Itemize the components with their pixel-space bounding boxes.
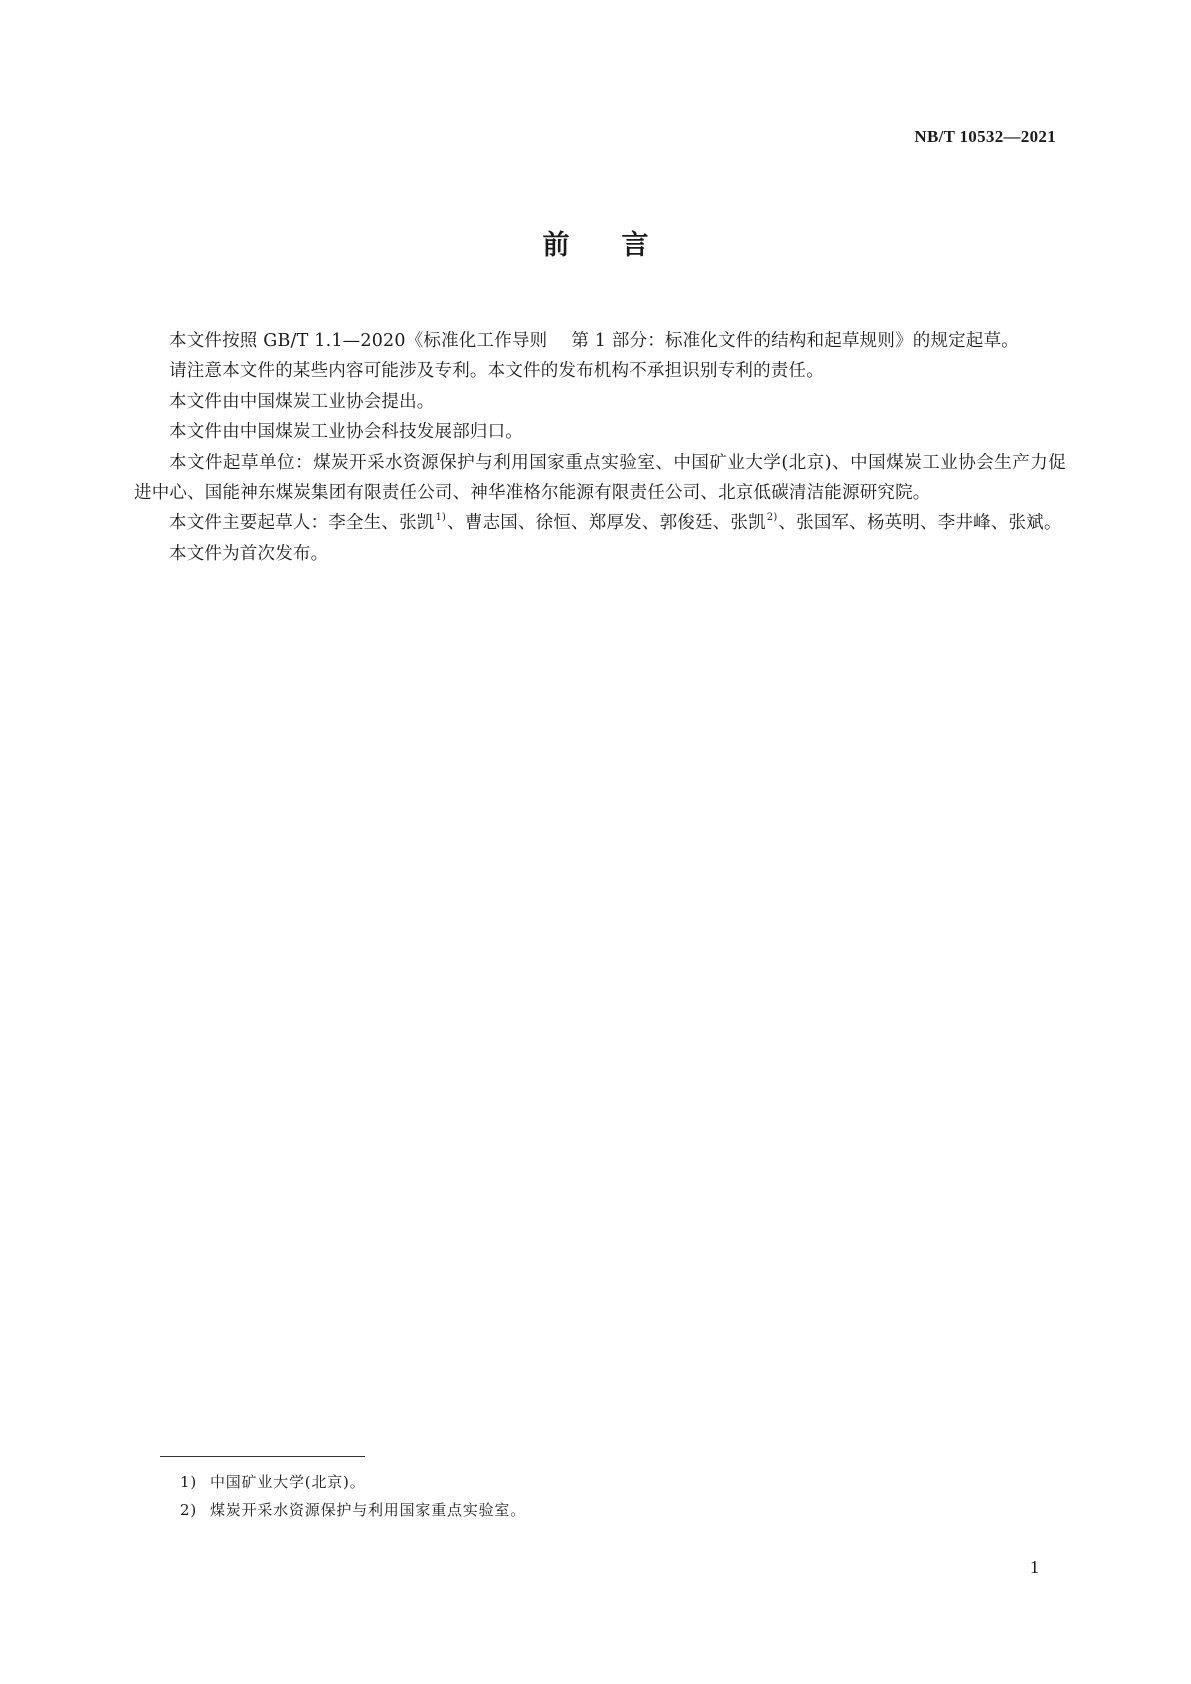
footnote-ref-1: 1): [435, 512, 447, 524]
footnote-ref-2: 2): [766, 512, 778, 524]
footnotes: [180, 1468, 526, 1524]
paragraph-patent-notice: 请注意本文件的某些内容可能涉及专利。本文件的发布机构不承担识别专利的责任。: [169, 361, 824, 382]
page-number: 1: [1030, 1557, 1039, 1577]
paragraph-drafters: [134, 508, 1066, 538]
drafters-part3: 、张国军、杨英明、李井峰、张斌。: [778, 513, 1062, 534]
paragraph-drafting-basis: [134, 326, 1066, 356]
footnote-2-text: 煤炭开采水资源保护与利用国家重点实验室。: [210, 1501, 527, 1519]
paragraph-drafting-units: 本文件起草单位：煤炭开采水资源保护与利用国家重点实验室、中国矿业大学(北京)、中国煤炭工业协会生产力促进中心、国能神东煤炭集团有限责任公司、神华准格尔能源有限责任公司、北京低碳清洁能源研究院。: [134, 452, 1066, 504]
drafters-part2: 、曹志国、徐恒、郑厚发、郭俊廷、张凯: [447, 513, 766, 534]
paragraph-proposer: 本文件由中国煤炭工业协会提出。: [169, 391, 435, 412]
paragraph-first-release: 本文件为首次发布。: [169, 543, 329, 564]
foreword-body: [134, 326, 1066, 569]
footnote-divider: [160, 1456, 365, 1457]
footnote-1-text: 中国矿业大学(北京)。: [210, 1473, 366, 1491]
paragraph-drafting-basis-part1: 本文件按照 GB/T 1.1—2020《标准化工作导则: [169, 331, 548, 351]
paragraph-drafting-basis-part2: 第 1 部分：标准化文件的结构和起草规则》的规定起草。: [571, 331, 1019, 351]
footnote-2: [180, 1496, 526, 1524]
standard-code: NB/T 10532—2021: [914, 127, 1056, 146]
page-title: 前言: [542, 230, 701, 261]
drafters-part1: 本文件主要起草人：李全生、张凯: [169, 513, 435, 534]
footnote-1-mark: 1): [180, 1473, 197, 1491]
paragraph-administrator: 本文件由中国煤炭工业协会科技发展部归口。: [169, 422, 523, 443]
footnote-2-mark: 2): [180, 1501, 197, 1519]
footnote-1: [180, 1468, 526, 1496]
